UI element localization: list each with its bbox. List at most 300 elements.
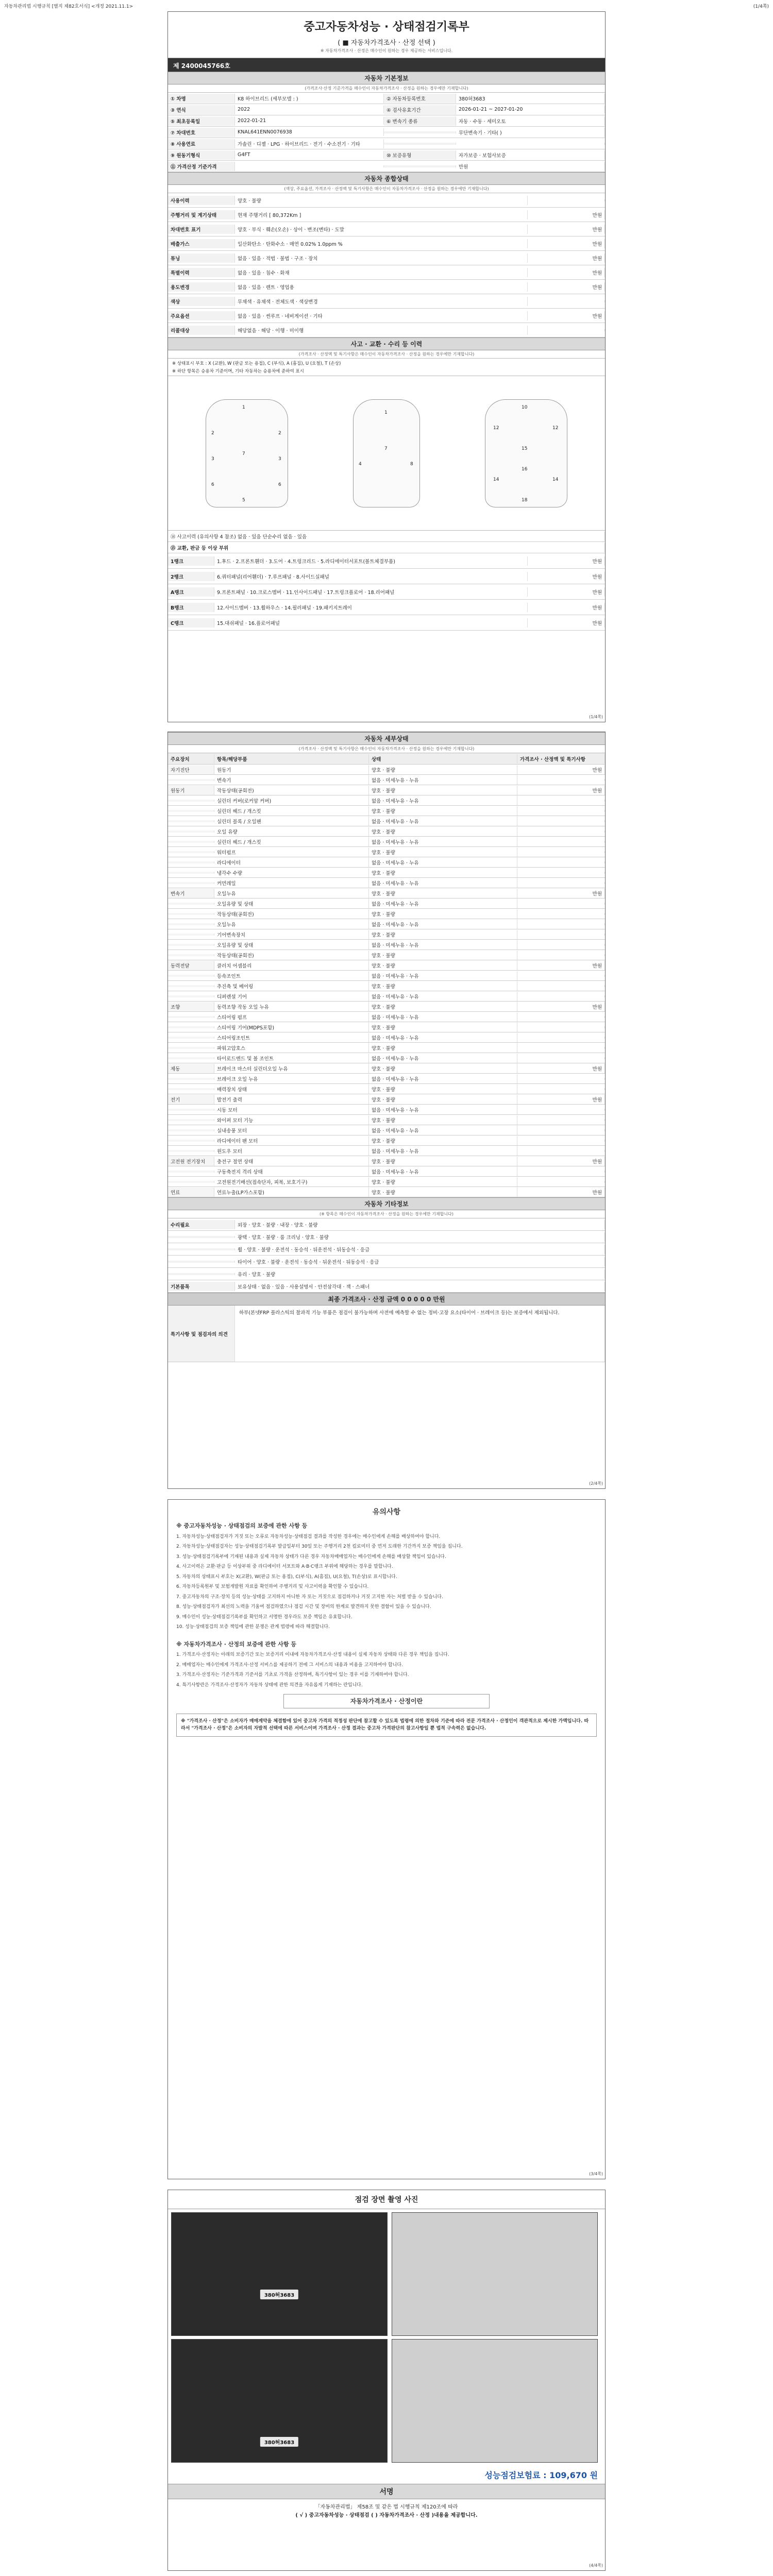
page-number: (3/4쪽): [589, 2172, 603, 2176]
detail-group: [168, 944, 214, 946]
detail-group: [168, 779, 214, 781]
detail-unit: [517, 861, 605, 863]
detail-unit: 만원: [517, 961, 605, 970]
detail-row: [168, 1074, 605, 1084]
basic-label: ⑧ 사용연료: [168, 139, 235, 148]
detail-item: 라디에이터: [214, 858, 369, 867]
detail-item: 발전기 출력: [214, 1095, 369, 1104]
detail-item: 실린더 블록 / 오일팬: [214, 817, 369, 826]
section-basic-sub: (가격조사·산정 기준가격을 매수인이 자동차가격조사 · 산정을 원하는 경우에만 기재합니다): [168, 84, 605, 93]
notice-item: 6. 자동차등록원부 및 보험개발원 자료를 확인하여 주행거리 및 사고이력을 확인할 수 있습니다.: [176, 1584, 369, 1589]
rank-items: 1.후드 · 2.프론트휀더 · 3.도어 · 4.트렁크리드 · 5.라디에이터서포트(볼트체결부품): [214, 556, 528, 566]
detail-unit: [517, 882, 605, 884]
detail-unit: [517, 954, 605, 956]
detail-unit: [517, 810, 605, 812]
summary-label: 주행거리 및 계기상태: [168, 210, 235, 219]
section-basic-title: 자동차 기본정보: [168, 72, 605, 84]
detail-row: [168, 1032, 605, 1043]
detail-group: 변속기: [168, 889, 214, 898]
rank-row: [168, 615, 605, 631]
detail-unit: [517, 903, 605, 905]
detail-row: [168, 1105, 605, 1115]
page-number: (1/4쪽): [589, 715, 603, 719]
top-bar: [0, 0, 773, 11]
detail-state: 양호 · 불량: [369, 1084, 517, 1094]
detail-unit: 만원: [517, 889, 605, 898]
rank-unit: 만원: [528, 618, 605, 628]
etc-label: [168, 1261, 235, 1263]
detail-state: 없음 · 미세누유 · 누유: [369, 940, 517, 950]
detail-unit: [517, 820, 605, 822]
detail-row: [168, 1084, 605, 1094]
section-summary-title: 자동차 종합상태: [168, 172, 605, 185]
basic-label-2: [384, 143, 456, 145]
detail-group: [168, 1181, 214, 1183]
detail-row: [168, 826, 605, 837]
basic-info-table: [168, 93, 605, 172]
summary-row: [168, 265, 605, 280]
detail-state: 없음 · 미세누유 · 누유: [369, 796, 517, 805]
detail-unit: [517, 1140, 605, 1142]
detail-unit: [517, 913, 605, 915]
summary-row: [168, 222, 605, 236]
basic-value: K8 하이브리드 (세부모델 : ): [235, 94, 384, 103]
detail-group: [168, 1129, 214, 1131]
detail-group: [168, 882, 214, 884]
etc-value: 보유상태 · 없음 · 있음 · 사용설명서 · 안전삼각대 · 잭 · 스패너: [235, 1282, 605, 1291]
basic-label: ⑪ 가격산정 기준가격: [168, 162, 235, 171]
car-diagram: [168, 376, 605, 531]
basic-value-2: 2026-01-21 ~ 2027-01-20: [456, 106, 605, 113]
basic-value-2: 380허3683: [456, 94, 605, 103]
section-summary-sub: (색상, 주요옵션, 가격조사 · 산정액 및 특기사항은 매수인이 자동차가격조사 · 산정을 원하는 경우에만 기재합니다): [168, 185, 605, 193]
detail-row: [168, 940, 605, 950]
rank-items: 9.프론트패널 · 10.크로스멤버 · 11.인사이드패널 · 17.트렁크플로어 · 18.리어패널: [214, 587, 528, 597]
notice-item: 8. 성능·상태점검자가 최선의 노력을 기울여 점검하였으나 점검 시간 및 장비의 한계로 발견하지 못한 결함이 있을 수 있습니다.: [176, 1604, 431, 1609]
detail-unit: [517, 779, 605, 781]
basic-label: ① 차명: [168, 94, 235, 103]
detail-row: [168, 878, 605, 888]
detail-group: [168, 1078, 214, 1080]
summary-label: 차대번호 표기: [168, 225, 235, 234]
summary-row: [168, 280, 605, 294]
section-etc-title: 자동차 기타정보: [168, 1197, 605, 1210]
basic-label: ⑤ 최초등록일: [168, 116, 235, 126]
notice-item: 4. 사고이력은 교환·판금 등 이상부위 중 라디에이터 서포트와 A·B·C랭크 부위에 해당하는 경우를 말합니다.: [176, 1564, 393, 1569]
detail-item: 작동상태(공회전): [214, 951, 369, 960]
basic-value: 가솔린 · 디젤 · LPG · 하이브리드 · 전기 · 수소전기 · 기타: [235, 139, 384, 148]
etc-label: 수리필요: [168, 1220, 235, 1229]
rank-label: A랭크: [168, 587, 214, 597]
summary-row: [168, 294, 605, 309]
detail-unit: [517, 1078, 605, 1080]
basic-label-2: ⑥ 변속기 종류: [384, 116, 456, 126]
engine-photo: [392, 2212, 598, 2336]
basic-label: ③ 연식: [168, 105, 235, 114]
detail-state: 양호 · 불량: [369, 889, 517, 898]
notice-heading-2: ※ 자동차가격조사 · 산정의 보증에 관한 사항 등: [176, 1640, 296, 1648]
etc-value: 광택 · 양호 · 불량 · 룸 크리닝 · 양호 · 불량: [235, 1232, 605, 1242]
basic-value-2: 무단변속기 · 기타( ): [456, 128, 605, 137]
insurance-fee: 성능점검보험료 : 109,670 원: [484, 2470, 598, 2480]
summary-note: 만원: [528, 253, 605, 263]
etc-label: [168, 1248, 235, 1250]
detail-unit: [517, 1016, 605, 1018]
detail-state: 양호 · 불량: [369, 1064, 517, 1073]
summary-label: 리콜대상: [168, 326, 235, 335]
front-plate: 380허3683: [260, 2290, 298, 2299]
detail-state: 없음 · 미세누유 · 누유: [369, 1146, 517, 1156]
summary-row: [168, 236, 605, 251]
accident-rank-row: ⑮ 교환, 판금 등 이상 부위: [168, 542, 605, 553]
detail-item: 브레이크 마스터 실린더오일 누유: [214, 1064, 369, 1073]
price-check-box-title: 자동차가격조사 · 산정이란: [283, 1694, 490, 1708]
doc-subtitle: ( ■ 자동차가격조사 · 산정 선택 ): [338, 39, 435, 47]
basic-row: [168, 149, 605, 161]
etc-row: [168, 1268, 605, 1280]
notice-list-1: [176, 1534, 597, 1631]
detail-unit: [517, 831, 605, 833]
summary-label: 배출가스: [168, 239, 235, 248]
rank-label: B랭크: [168, 603, 214, 612]
detail-item: 충전구 절연 상태: [214, 1157, 369, 1166]
detail-unit: [517, 944, 605, 946]
detail-item: 실린더 헤드 / 개스킷: [214, 837, 369, 846]
photo-row-2: [168, 2339, 605, 2466]
rank-label: 1랭크: [168, 556, 214, 566]
rear-photo: [171, 2339, 388, 2463]
price-check-box-text: ※ "가격조사 · 산정"은 소비자가 매매계약을 체결함에 있어 중고차 가격의 적정성 판단에 참고할 수 있도록 법령에 의한 절차와 기준에 따라 전문 가격조사 · 산정인이 객관적으로 제시한 가액입니다. 따라서 "가격조사 · 산정"은 소비자의 자발적 선택에 따른 서비스이며 가격조사 · 산정 결과는 중고차 가격판단의 참고사항일 뿐 법적 구속력은 없습니다.: [176, 1714, 597, 1737]
summary-row: [168, 251, 605, 265]
detail-row: [168, 868, 605, 878]
doc-title: 중고자동차성능 · 상태점검기록부: [304, 21, 469, 33]
detail-unit: [517, 1047, 605, 1049]
detail-row: [168, 785, 605, 795]
sheet-header: [168, 12, 605, 58]
notice-item: 10. 성능·상태점검의 보증 책임에 관한 분쟁은 관계 법령에 따라 해결합니다.: [176, 1624, 330, 1630]
detail-state: 양호 · 불량: [369, 786, 517, 795]
detail-row: [168, 981, 605, 991]
basic-label-2: ④ 검사유효기간: [384, 105, 456, 114]
detail-row: [168, 1136, 605, 1146]
detail-header-row: 주요장치 항목/해당부품 상태 가격조사 · 산정액 및 특기사항: [168, 753, 605, 765]
rank-row: [168, 569, 605, 584]
detail-item: 디퍼렌셜 기어: [214, 992, 369, 1001]
detail-state: 양호 · 불량: [369, 951, 517, 960]
rank-unit: 만원: [528, 556, 605, 566]
detail-row: [168, 816, 605, 826]
detail-item: 윈도우 모터: [214, 1146, 369, 1156]
detail-unit: [517, 1150, 605, 1152]
detail-unit: [517, 975, 605, 977]
rank-row: [168, 553, 605, 569]
detail-state: 없음 · 미세누유 · 누유: [369, 837, 517, 846]
detail-row: [168, 929, 605, 940]
underbody-photo: [392, 2339, 598, 2463]
detail-group: [168, 995, 214, 997]
detail-state: 양호 · 불량: [369, 1188, 517, 1197]
detail-unit: [517, 1171, 605, 1173]
detail-group: 고전원 전기장치: [168, 1157, 214, 1166]
detail-group: 조향: [168, 1002, 214, 1011]
detail-item: 동력조향 작동 오일 누유: [214, 1002, 369, 1011]
notice-item: 3. 성능·상태점검기록부에 기재된 내용과 실제 자동차 상태가 다른 경우 자동차매매업자는 매수인에게 손해를 배상할 책임이 있습니다.: [176, 1554, 446, 1560]
detail-item: 연료누출(LP가스포함): [214, 1188, 369, 1197]
detail-row: [168, 888, 605, 899]
basic-row: [168, 138, 605, 149]
detail-state: 양호 · 불량: [369, 981, 517, 991]
notice-item: 7. 중고자동차의 구조·장치 등의 성능·상태를 고지하지 아니한 자 또는 거짓으로 점검하거나 거짓 고지한 자는 처벌 받을 수 있습니다.: [176, 1594, 443, 1600]
notice-item: 1. 자동차성능·상태점검자가 거짓 또는 오류로 자동차성능·상태점검 결과를 작성한 경우에는 매수인에게 손해를 배상하여야 합니다.: [176, 1534, 441, 1539]
detail-group: [168, 820, 214, 822]
notice-title: 유의사항: [372, 1508, 401, 1516]
detail-unit: [517, 851, 605, 853]
summary-row: [168, 323, 605, 337]
etc-value: 외장 · 양호 · 불량 · 내장 · 양호 · 불량: [235, 1220, 605, 1229]
detail-item: 실린더 헤드 / 개스킷: [214, 806, 369, 816]
basic-row: [168, 104, 605, 115]
summary-value: 현재 주행거리 [ 80,372Km ]: [235, 210, 528, 219]
detail-unit: [517, 872, 605, 874]
etc-value: 타이어 · 양호 · 불량 · 운전석 · 동승석 · 뒤운전석 · 뒤동승석 · 응급: [235, 1257, 605, 1266]
detail-row: [168, 795, 605, 806]
rank-row: [168, 600, 605, 615]
detail-row: [168, 847, 605, 857]
detail-item: 구동축전지 격리 상태: [214, 1167, 369, 1176]
detail-item: 고전원전기배선(접속단자, 피복, 보호기구): [214, 1177, 369, 1187]
section-detail-title: 자동차 세부상태: [168, 732, 605, 745]
notice-body: [168, 1500, 605, 1741]
etc-value: 유리 · 양호 · 불량: [235, 1269, 605, 1279]
etc-row: [168, 1231, 605, 1243]
detail-group: 원동기: [168, 786, 214, 795]
detail-group: [168, 1047, 214, 1049]
basic-row: [168, 115, 605, 127]
rank-items: 15.대쉬패널 · 16.플로어패널: [214, 618, 528, 628]
detail-group: [168, 1109, 214, 1111]
etc-label: 기본품목: [168, 1282, 235, 1291]
detail-group: [168, 1016, 214, 1018]
notice-list-2: [176, 1652, 597, 1689]
detail-group: [168, 903, 214, 905]
rank-label: 2랭크: [168, 572, 214, 581]
doc-number: 제 2400045766호: [168, 58, 605, 72]
rank-label: C랭크: [168, 618, 214, 628]
etc-table: [168, 1218, 605, 1293]
summary-note: 만원: [528, 311, 605, 320]
etc-value: 휠 · 양호 · 불량 · 운전석 · 동승석 · 뒤운전석 · 뒤동승석 · 응급: [235, 1245, 605, 1254]
detail-item: 클러치 어셈블리: [214, 961, 369, 970]
detail-row: [168, 950, 605, 960]
summary-label: 사용이력: [168, 196, 235, 205]
detail-group: [168, 872, 214, 874]
detail-item: 오일누유: [214, 889, 369, 898]
detail-row: [168, 971, 605, 981]
detail-unit: 만원: [517, 786, 605, 795]
detail-state: 양호 · 불량: [369, 1115, 517, 1125]
summary-value: 없음 · 있음 · 침수 · 화재: [235, 268, 528, 277]
detail-state: 없음 · 미세누유 · 누유: [369, 1167, 517, 1176]
basic-label: ⑨ 원동기형식: [168, 150, 235, 160]
etc-label: [168, 1236, 235, 1238]
detail-item: 기어변속장치: [214, 930, 369, 939]
summary-note: 만원: [528, 239, 605, 248]
detail-unit: [517, 1119, 605, 1121]
summary-value: 양호 · 부식 · 훼손(오손) · 상이 · 변조(변타) · 도말: [235, 225, 528, 234]
detail-state: 없음 · 미세누유 · 누유: [369, 1105, 517, 1114]
detail-group: [168, 841, 214, 843]
detail-group: [168, 1088, 214, 1090]
detail-item: 추진축 및 베어링: [214, 981, 369, 991]
rear-plate: 380허3683: [260, 2437, 298, 2447]
detail-group: [168, 1150, 214, 1152]
detail-row: [168, 1177, 605, 1187]
detail-row: [168, 806, 605, 816]
detail-item: 오일유량 및 상태: [214, 940, 369, 950]
detail-state: 양호 · 불량: [369, 827, 517, 836]
summary-note: [528, 199, 605, 201]
summary-label: 색상: [168, 297, 235, 306]
detail-unit: [517, 1129, 605, 1131]
detail-group: 동력전달: [168, 961, 214, 970]
detail-item: 커먼레일: [214, 878, 369, 888]
detail-row: [168, 1043, 605, 1053]
notice-item: 3. 가격조사·산정자는 기준가격과 기준서를 기초로 가격을 산정하며, 특기사항이 있는 경우 이를 기재하여야 합니다.: [176, 1672, 409, 1677]
detail-unit: [517, 841, 605, 843]
etc-row: [168, 1256, 605, 1268]
photo-section-title: 점검 장면 촬영 사진: [168, 2190, 605, 2209]
summary-value: 해당없음 · 해당 · 이행 · 미이행: [235, 326, 528, 335]
rank-unit: 만원: [528, 603, 605, 612]
basic-value: G4FT: [235, 151, 384, 159]
detail-state: 없음 · 미세누유 · 누유: [369, 1126, 517, 1135]
summary-value: 일산화탄소 · 탄화수소 · 매연 0.02% 1.0ppm %: [235, 239, 528, 248]
car-frame-diagram: 10 12 12 15 16 14 14 18: [485, 399, 567, 507]
detail-group: [168, 1057, 214, 1059]
basic-value-2: [456, 143, 605, 145]
detail-item: 원동기: [214, 765, 369, 774]
detail-unit: [517, 1037, 605, 1039]
detail-unit: [517, 995, 605, 997]
detail-state: 양호 · 불량: [369, 1002, 517, 1011]
detail-row: [168, 1002, 605, 1012]
detail-group: 연료: [168, 1188, 214, 1197]
page-number: (2/4쪽): [589, 1481, 603, 1486]
basic-row: [168, 127, 605, 138]
detail-row: [168, 1115, 605, 1125]
detail-row: [168, 837, 605, 847]
sheet-photos: [167, 2190, 606, 2571]
detail-row: [168, 1022, 605, 1032]
detail-row: [168, 909, 605, 919]
detail-state: 양호 · 불량: [369, 765, 517, 774]
etc-label: [168, 1273, 235, 1275]
detail-group: [168, 1140, 214, 1142]
detail-state: 없음 · 미세누유 · 누유: [369, 899, 517, 908]
basic-value-2: 만원: [456, 162, 605, 171]
summary-row: [168, 193, 605, 208]
detail-group: [168, 810, 214, 812]
basic-value: [235, 165, 384, 167]
detail-state: 없음 · 미세누유 · 누유: [369, 920, 517, 929]
detail-row: [168, 1166, 605, 1177]
detail-group: [168, 934, 214, 936]
detail-row: [168, 960, 605, 971]
detail-state: 없음 · 미세누유 · 누유: [369, 1033, 517, 1042]
detail-row: [168, 775, 605, 785]
detail-state: 없음 · 미세누유 · 누유: [369, 1054, 517, 1063]
summary-value: 없음 · 있음 · 썬루프 · 네비게이션 · 기타: [235, 311, 528, 320]
detail-item: 타이로드엔드 및 볼 조인트: [214, 1054, 369, 1063]
notice-item: 1. 가격조사·산정자는 아래의 보증기간 또는 보증거리 이내에 자동차가격조사·산정 내용이 실제 자동차 상태와 다른 경우 책임을 집니다.: [176, 1652, 449, 1657]
detail-item: 작동상태(공회전): [214, 909, 369, 919]
basic-row: [168, 161, 605, 172]
detail-unit: [517, 923, 605, 925]
detail-item: 파워고압호스: [214, 1043, 369, 1053]
detail-state: 없음 · 미세누유 · 누유: [369, 1074, 517, 1083]
detail-group: 자기진단: [168, 765, 214, 774]
car-exterior-diagram: 1 2 2 3 3 7 6 6 5: [206, 399, 288, 507]
detail-table: [168, 765, 605, 1197]
detail-row: [168, 1146, 605, 1156]
detail-unit: 만원: [517, 1064, 605, 1073]
detail-group: [168, 1171, 214, 1173]
basic-label: ⑦ 차대번호: [168, 128, 235, 137]
detail-state: 양호 · 불량: [369, 868, 517, 877]
detail-item: 시동 모터: [214, 1105, 369, 1114]
detail-item: 배력장치 상태: [214, 1084, 369, 1094]
detail-group: [168, 851, 214, 853]
section-accident-title: 사고 · 교환 · 수리 등 이력: [168, 337, 605, 350]
detail-item: 스티어링 기어(MDPS포함): [214, 1023, 369, 1032]
detail-row: [168, 1187, 605, 1197]
section-etc-sub: (※ 항목은 매수인이 자동차가격조사 · 산정을 원하는 경우에만 기재합니다): [168, 1210, 605, 1218]
detail-state: 양호 · 불량: [369, 1043, 517, 1053]
detail-item: 오일누유: [214, 920, 369, 929]
rank-unit: 만원: [528, 587, 605, 597]
detail-unit: 만원: [517, 1002, 605, 1011]
detail-group: 전기: [168, 1095, 214, 1104]
detail-state: 양호 · 불량: [369, 806, 517, 816]
detail-group: [168, 985, 214, 987]
detail-group: [168, 975, 214, 977]
detail-state: 양호 · 불량: [369, 1177, 517, 1187]
basic-value: KNAL641ENN0076938: [235, 128, 384, 136]
rank-unit: 만원: [528, 572, 605, 581]
etc-row: [168, 1218, 605, 1231]
detail-unit: [517, 1109, 605, 1111]
notice-item: 2. 매매업자는 매수인에게 가격조사·산정 서비스를 제공하기 전에 그 서비스의 내용과 비용을 고지하여야 합니다.: [176, 1662, 403, 1668]
notice-item: 9. 매수인이 성능·상태점검기록부를 확인하고 서명한 경우라도 보증 책임은 유효합니다.: [176, 1614, 352, 1620]
detail-state: 없음 · 미세누유 · 누유: [369, 817, 517, 826]
detail-group: [168, 861, 214, 863]
notice-item: 4. 특기사항란은 가격조사·산정자가 자동차 상태에 관한 의견을 자유롭게 기재하는 란입니다.: [176, 1682, 363, 1688]
detail-item: 실린더 커버(로커암 커버): [214, 796, 369, 805]
detail-state: 없음 · 미세누유 · 누유: [369, 971, 517, 980]
detail-item: 등속조인트: [214, 971, 369, 980]
basic-row: [168, 93, 605, 104]
detail-state: 양호 · 불량: [369, 930, 517, 939]
detail-state: 양호 · 불량: [369, 909, 517, 919]
summary-note: 만원: [528, 210, 605, 219]
doc-note: ※ 자동차가격조사 · 산정은 매수인이 원하는 경우 제공하는 서비스입니다.: [320, 48, 453, 53]
detail-group: [168, 1037, 214, 1039]
front-photo: [171, 2212, 388, 2336]
detail-item: 워터펌프: [214, 848, 369, 857]
detail-state: 양호 · 불량: [369, 1157, 517, 1166]
basic-value: 2022: [235, 106, 384, 113]
section-detail-sub: (가격조사 · 산정액 및 특기사항은 매수인이 자동차가격조사 · 산정을 원하는 경우에만 기재합니다): [168, 745, 605, 753]
